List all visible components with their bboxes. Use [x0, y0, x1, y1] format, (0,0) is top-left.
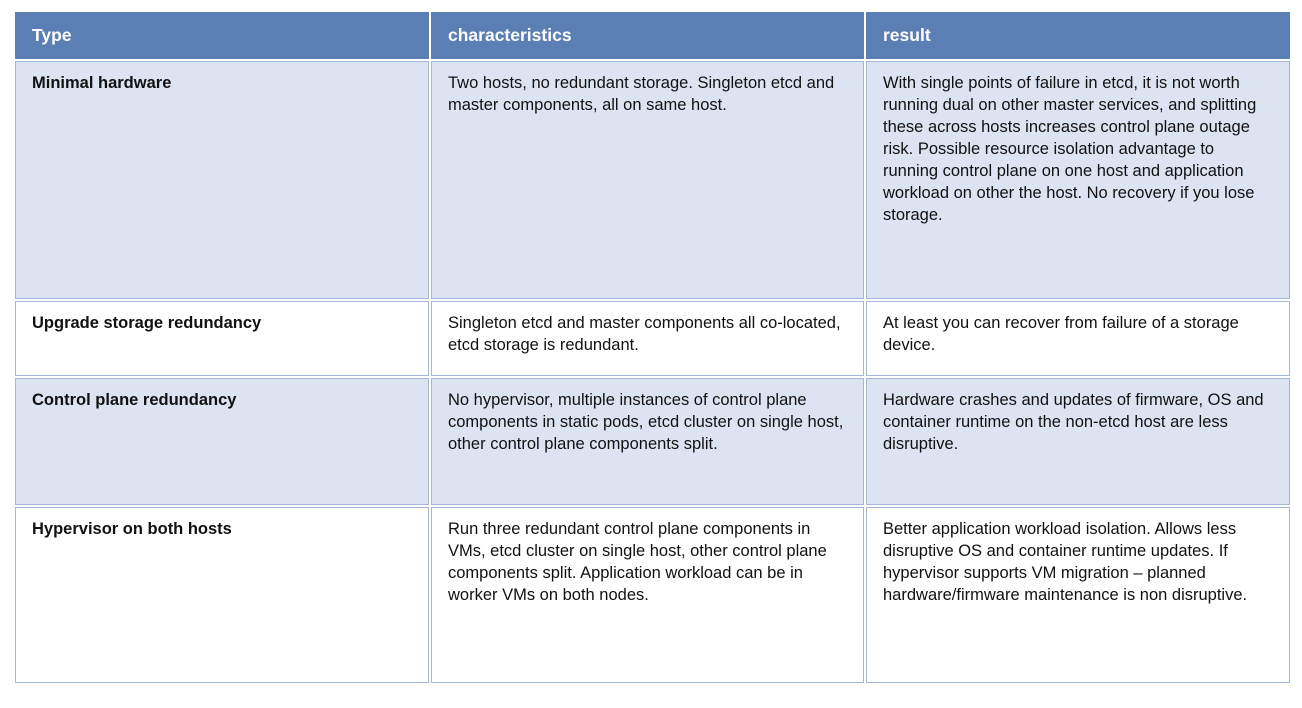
- header-row: [15, 12, 1290, 59]
- cell-characteristics: Run three redundant control plane components in VMs, etcd cluster on single host, other control plane components split. Application workload can be in worker VMs on both nodes.: [431, 507, 864, 683]
- column-header-type: Type: [15, 12, 429, 59]
- cell-result: With single points of failure in etcd, it is not worth running dual on other master services, and splitting these across hosts increases control plane outage risk. Possible resource isolation advantage to running control plane on one host and application workload on other the host. No recovery if you lose storage.: [866, 61, 1290, 299]
- cell-type: Hypervisor on both hosts: [15, 507, 429, 683]
- cell-type: Control plane redundancy: [15, 378, 429, 505]
- table-row: [15, 507, 1290, 683]
- cell-result: Hardware crashes and updates of firmware, OS and container runtime on the non-etcd host are less disruptive.: [866, 378, 1290, 505]
- column-header-characteristics: characteristics: [431, 12, 864, 59]
- column-header-result: result: [866, 12, 1290, 59]
- cell-characteristics: No hypervisor, multiple instances of control plane components in static pods, etcd cluster on single host, other control plane components split.: [431, 378, 864, 505]
- cell-characteristics: Two hosts, no redundant storage. Singleton etcd and master components, all on same host.: [431, 61, 864, 299]
- table-row: [15, 378, 1290, 505]
- cell-result: Better application workload isolation. Allows less disruptive OS and container runtime updates. If hypervisor supports VM migration – planned hardware/firmware maintenance is non disruptive.: [866, 507, 1290, 683]
- cell-characteristics: Singleton etcd and master components all co-located, etcd storage is redundant.: [431, 301, 864, 376]
- cluster-options-table: [13, 10, 1292, 685]
- cell-type: Minimal hardware: [15, 61, 429, 299]
- cell-type: Upgrade storage redundancy: [15, 301, 429, 376]
- table-row: [15, 301, 1290, 376]
- table-row: [15, 61, 1290, 299]
- cell-result: At least you can recover from failure of a storage device.: [866, 301, 1290, 376]
